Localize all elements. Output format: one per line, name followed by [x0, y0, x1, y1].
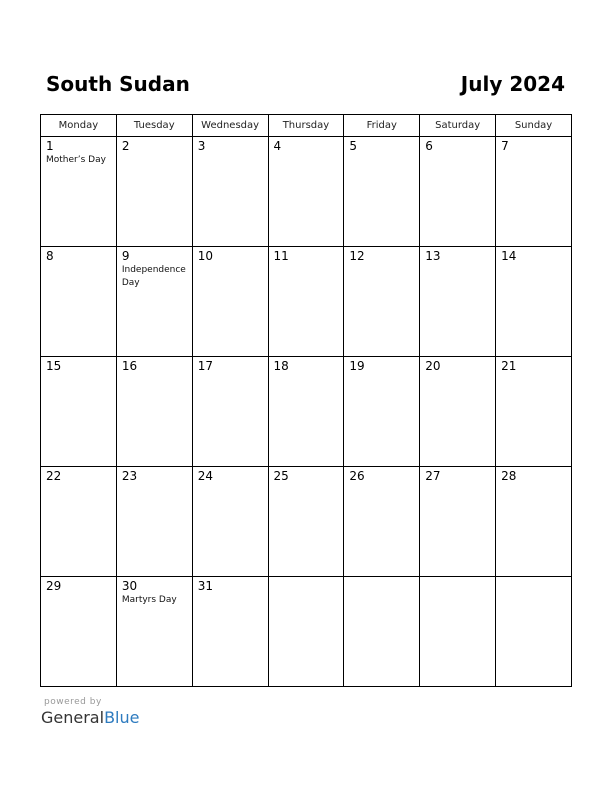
weekday-header: Wednesday — [192, 115, 268, 137]
day-number — [344, 577, 419, 579]
day-number: 11 — [273, 249, 289, 263]
day-number: 4 — [273, 139, 282, 153]
day-cell — [420, 467, 496, 577]
day-cell — [344, 357, 420, 467]
day-number — [420, 577, 495, 579]
day-cell — [41, 577, 117, 687]
day-number: 5 — [349, 139, 358, 153]
day-number: 24 — [197, 469, 213, 483]
day-cell — [496, 577, 572, 687]
day-cell — [41, 467, 117, 577]
day-cell — [496, 467, 572, 577]
day-cell — [192, 247, 268, 357]
day-cell — [41, 357, 117, 467]
day-cell — [268, 357, 344, 467]
day-cell — [268, 467, 344, 577]
weekday-header: Friday — [344, 115, 420, 137]
country-title: South Sudan — [46, 72, 190, 96]
day-number: 18 — [273, 359, 289, 373]
weekday-header-row — [41, 115, 572, 137]
day-cell — [344, 467, 420, 577]
day-number: 23 — [121, 469, 138, 483]
day-cell — [344, 137, 420, 247]
week-row — [41, 357, 572, 467]
day-number: 30 — [121, 579, 138, 593]
day-number: 6 — [425, 139, 433, 153]
week-row — [41, 577, 572, 687]
logo-blue-text: Blue — [104, 708, 140, 727]
day-cell — [41, 247, 117, 357]
day-cell — [116, 247, 192, 357]
day-number: 14 — [501, 249, 517, 263]
day-number: 25 — [273, 469, 289, 483]
holiday-label: Independence Day — [121, 265, 186, 288]
powered-by-text: powered by — [44, 697, 102, 707]
day-cell — [344, 577, 420, 687]
weekday-header: Tuesday — [116, 115, 192, 137]
day-cell — [192, 357, 268, 467]
calendar-grid — [40, 114, 572, 687]
day-number — [496, 577, 571, 579]
day-cell — [116, 577, 192, 687]
day-number: 8 — [46, 249, 54, 263]
day-cell — [420, 577, 496, 687]
day-cell — [268, 247, 344, 357]
day-number: 21 — [501, 359, 517, 373]
day-cell — [496, 357, 572, 467]
day-cell — [192, 467, 268, 577]
day-number: 17 — [197, 359, 213, 373]
day-cell — [192, 137, 268, 247]
day-number: 26 — [349, 469, 365, 483]
day-number: 19 — [349, 359, 365, 373]
month-year-title: July 2024 — [460, 72, 565, 96]
day-cell — [344, 247, 420, 357]
day-number: 16 — [121, 359, 138, 373]
logo-general-text: General — [41, 708, 105, 727]
day-cell — [420, 247, 496, 357]
generalblue-logo — [41, 708, 139, 728]
holiday-label: Mother’s Day — [46, 155, 106, 165]
day-number: 10 — [197, 249, 213, 263]
day-number: 15 — [46, 359, 62, 373]
week-row — [41, 467, 572, 577]
weekday-header: Thursday — [268, 115, 344, 137]
weekday-header: Sunday — [496, 115, 572, 137]
day-number: 1 — [46, 139, 54, 153]
day-cell — [420, 137, 496, 247]
day-number: 20 — [425, 359, 441, 373]
day-cell — [496, 137, 572, 247]
day-cell — [41, 137, 117, 247]
week-row — [41, 247, 572, 357]
day-cell — [420, 357, 496, 467]
weekday-header: Saturday — [420, 115, 496, 137]
day-number: 12 — [349, 249, 365, 263]
day-number: 9 — [121, 249, 130, 263]
day-number — [269, 577, 344, 579]
day-cell — [116, 467, 192, 577]
day-cell — [496, 247, 572, 357]
day-number: 13 — [425, 249, 441, 263]
day-cell — [116, 137, 192, 247]
day-cell — [116, 357, 192, 467]
day-number: 3 — [197, 139, 206, 153]
week-row — [41, 137, 572, 247]
weekday-header: Monday — [41, 115, 117, 137]
day-cell — [192, 577, 268, 687]
day-number: 28 — [501, 469, 517, 483]
day-cell — [268, 577, 344, 687]
day-number: 31 — [197, 579, 213, 593]
holiday-label: Martyrs Day — [121, 595, 177, 605]
day-number: 29 — [46, 579, 62, 593]
day-number: 2 — [121, 139, 130, 153]
day-number: 22 — [46, 469, 62, 483]
day-number: 7 — [501, 139, 509, 153]
day-number: 27 — [425, 469, 441, 483]
day-cell — [268, 137, 344, 247]
